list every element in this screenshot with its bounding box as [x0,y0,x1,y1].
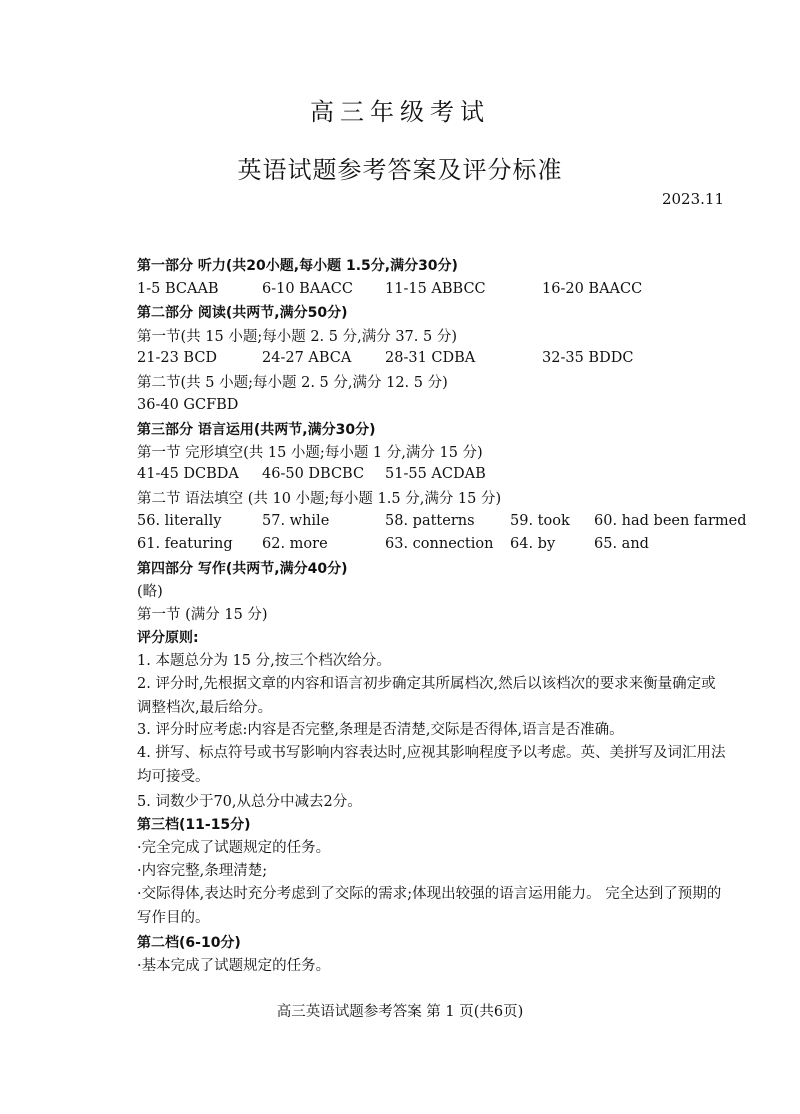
answer-group: 46-50 DBCBC [262,466,365,482]
part3-heading: 第三部分 语言运用(共两节,满分30分) [137,422,376,438]
grammar-answer: 60. had been farmed [594,513,747,529]
tier3-item: ·完全完成了试题规定的任务。 [137,840,331,856]
grammar-answer: 61. featuring [137,536,233,552]
tier2-item: ·基本完成了试题规定的任务。 [137,958,331,974]
principle-item: 1. 本题总分为 15 分,按三个档次给分。 [137,653,391,669]
answer-group: 28-31 CDBA [385,350,476,366]
answer-group: 21-23 BCD [137,350,218,366]
answer-group: 6-10 BAACC [262,281,353,297]
principle-item: 4. 拼写、标点符号或书写影响内容表达时,应视其影响程度予以考虑。英、美拼写及词汇用法均可接受。 [137,745,726,785]
part1-heading: 第一部分 听力(共20小题,每小题 1.5分,满分30分) [137,258,458,274]
answer-group: 41-45 DCBDA [137,466,239,482]
part2-section1-label: 第一节(共 15 小题;每小题 2. 5 分,满分 37. 5 分) [137,329,457,345]
principle-item: 2. 评分时,先根据文章的内容和语言初步确定其所属档次,然后以该档次的要求来衡量确定或调整档次,最后给分。 [137,676,716,716]
answer-group: 1-5 BCAAB [137,281,219,297]
answer-group: 32-35 BDDC [542,350,634,366]
answer-group: 51-55 ACDAB [385,466,486,482]
part3-section2-label: 第二节 语法填空 (共 10 小题;每小题 1.5 分,满分 15 分) [137,491,502,507]
page-subtitle: 英语试题参考答案及评分标准 [237,156,563,184]
grammar-answer: 59. took [510,513,570,529]
grammar-answer: 63. connection [385,536,494,552]
page-title: 高三年级考试 [310,98,490,126]
answer-group: 16-20 BAACC [542,281,643,297]
tier3-item: ·内容完整,条理清楚; [137,863,268,879]
grammar-answer: 56. literally [137,513,222,529]
answer-group: 24-27 ABCA [262,350,352,366]
principle-item: 3. 评分时应考虑:内容是否完整,条理是否清楚,交际是否得体,语言是否准确。 [137,722,624,738]
tier3-item: ·交际得体,表达时充分考虑到了交际的需求;体现出较强的语言运用能力。 完全达到了预期的写作目的。 [137,886,722,926]
omitted-note: (略) [137,584,163,600]
part2-section2-label: 第二节(共 5 小题;每小题 2. 5 分,满分 12. 5 分) [137,375,448,391]
tier3-heading: 第三档(11-15分) [137,817,251,833]
grammar-answer: 64. by [510,536,556,552]
grammar-answer: 57. while [262,513,330,529]
tier2-heading: 第二档(6-10分) [137,935,241,951]
grammar-answer: 62. more [262,536,328,552]
answer-group: 11-15 ABBCC [385,281,486,297]
part3-section1-label: 第一节 完形填空(共 15 小题;每小题 1 分,满分 15 分) [137,445,483,461]
part2-heading: 第二部分 阅读(共两节,满分50分) [137,305,348,321]
part4-heading: 第四部分 写作(共两节,满分40分) [137,561,348,577]
principle-item: 5. 词数少于70,从总分中减去2分。 [137,794,362,810]
grammar-answer: 58. patterns [385,513,475,529]
page-footer: 高三英语试题参考答案 第 1 页(共6页) [276,1004,524,1020]
grammar-answer: 65. and [594,536,649,552]
principles-heading: 评分原则: [137,630,199,646]
part4-section1-label: 第一节 (满分 15 分) [137,607,268,623]
exam-date: 2023.11 [661,190,724,208]
answer-group: 36-40 GCFBD [137,397,239,413]
